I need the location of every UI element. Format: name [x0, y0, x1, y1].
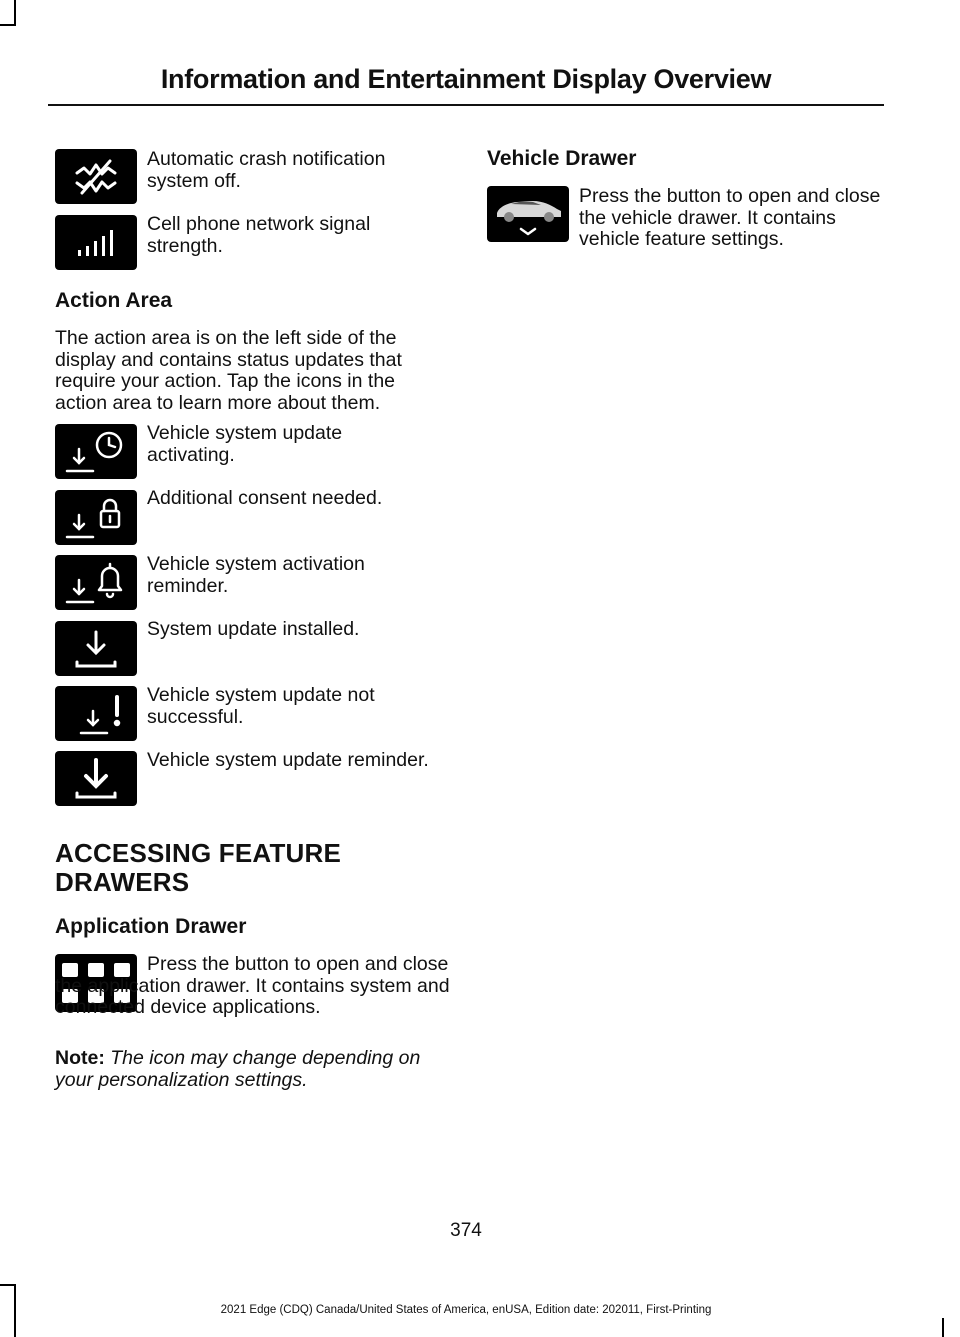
application-drawer-heading: Application Drawer [55, 915, 247, 938]
page-number: 374 [450, 1220, 482, 1241]
header-divider [48, 104, 884, 106]
application-drawer-note [55, 1048, 450, 1091]
signal-strength-text: Cell phone network signal strength. [147, 213, 371, 257]
crop-mark [0, 1284, 16, 1286]
crop-mark [14, 0, 16, 24]
crop-mark [0, 24, 16, 26]
footer: 2021 Edge (CDQ) Canada/United States of America, enUSA, Edition date: 202011, First-Printing [220, 1304, 712, 1316]
page-title: Information and Entertainment Display Overview [160, 64, 772, 94]
drawers-heading-line1: ACCESSING FEATURE [55, 838, 342, 868]
application-drawer-text: Press the button to open and close the application drawer. It contains system and connected device applications. [55, 953, 450, 1018]
signal-strength-icon [55, 215, 137, 270]
consent-needed-text: Additional consent needed. [147, 487, 383, 509]
crash-notification-off-icon [55, 149, 137, 204]
update-lock-icon [55, 490, 137, 545]
note-label: Note: [55, 1047, 105, 1069]
vehicle-icon [487, 186, 569, 242]
download-icon [55, 621, 137, 676]
crash-notification-text: Automatic crash notification system off. [147, 148, 386, 192]
crop-mark [942, 1318, 944, 1337]
update-activating-text: Vehicle system update activating. [147, 422, 343, 466]
update-installed-text: System update installed. [147, 618, 360, 640]
update-clock-icon [55, 424, 137, 479]
note-text: The icon may change depending on your personalization settings. [55, 1047, 421, 1091]
action-area-heading: Action Area [55, 289, 173, 312]
download-bold-icon [55, 751, 137, 806]
update-failed-text: Vehicle system update not successful. [147, 684, 375, 728]
activation-reminder-text: Vehicle system activation reminder. [147, 553, 365, 597]
action-area-body: The action area is on the left side of the display and contains status updates that require your action. Tap the icons in the action area to learn more about them. [55, 327, 402, 414]
update-bell-icon [55, 555, 137, 610]
drawers-heading-line2: DRAWERS [55, 867, 190, 897]
vehicle-drawer-heading: Vehicle Drawer [487, 147, 637, 170]
vehicle-drawer-text: Press the button to open and close the vehicle drawer. It contains vehicle feature settings. [579, 185, 881, 250]
update-reminder-text: Vehicle system update reminder. [147, 749, 429, 771]
update-exclamation-icon [55, 686, 137, 741]
